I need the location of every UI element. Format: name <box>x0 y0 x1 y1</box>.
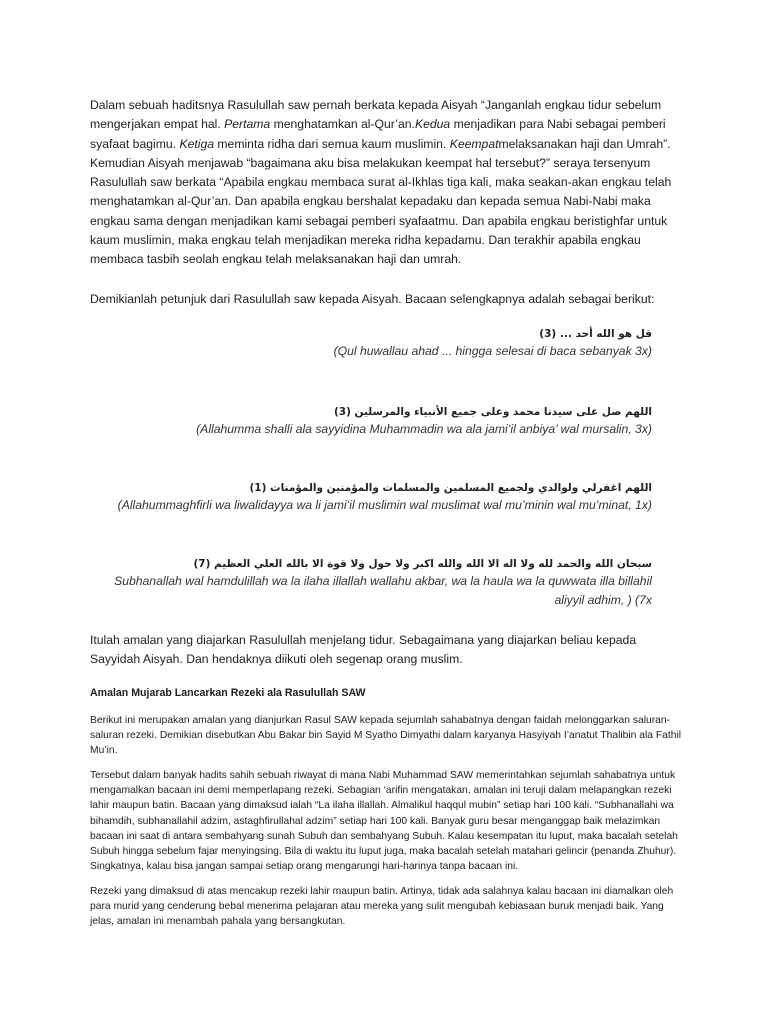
lead-paragraph: Demikianlah petunjuk dari Rasulullah saw kepada Aisyah. Bacaan selengkapnya adalah sebagai berikut: <box>90 292 655 306</box>
arabic-text: اللهم اغفرلي ولوالدي ولجميع المسلمين والمسلمات والمؤمنين والمؤمنات (1) <box>249 482 652 494</box>
arabic-text: اللهم صل على سيدنا محمد وعلى جميع الأنبياء والمرسلين (3) <box>333 406 652 418</box>
intro-text-5: melaksanakan haji dan Umrah”. Kemudian Aisyah menjawab “bagaimana aku bisa melakukan keempat hal tersebut?” seraya tersenyum Rasulullah saw berkata “Apabila engkau membaca surat al-Ikhlas tiga kali, maka seakan-akan engkau telah menghatamkan al-Qur’an. Dan apabila engkau bershalat kepadaku dan kepada semua Nabi-Nabi maka engkau sama dengan menjadikan kami sebagai pemberi syafaatmu. Dan apabila engkau beristighfar untuk kaum muslimin, maka engkau telah menjadikan mereka ridha kepadamu. Dan terakhir apabila engkau membaca tasbih seolah engkau telah melaksanakan haji dan umrah. <box>90 136 672 267</box>
verse-block <box>100 404 652 439</box>
section-heading: Amalan Mujarab Lancarkan Rezeki ala Rasulullah SAW <box>90 687 366 699</box>
intro-kedua: Kedua <box>414 117 451 132</box>
intro-keempat: Keempat <box>449 136 499 151</box>
section-paragraph-1: Berikut ini merupakan amalan yang dianjurkan Rasul SAW kepada sejumlah sahabatnya dengan faidah melonggarkan saluran-saluran rezeki. Demikian disebutkan Abu Bakar bin Sayid M Syatho Dimyathi dalam karyanya Hasyiyah I’anatut Thalibin ala Fathil Mu’in. <box>90 715 682 757</box>
verse-block <box>100 326 652 361</box>
intro-text-1: Dalam sebuah haditsnya Rasulullah saw pernah berkata kepada Aisyah “Janganlah engkau tidur sebelum mengerjakan empat hal. <box>90 98 662 132</box>
verse-block <box>100 480 652 515</box>
transliteration-text: Subhanallah wal hamdulillah wa la ilaha illallah wallahu akbar, wa la haula wa la quwwata illa billahil aliyyil adhim, ) (7x <box>114 574 652 607</box>
intro-text-4: meminta ridha dari semua kaum muslimin. <box>214 136 450 151</box>
closing-paragraph: Itulah amalan yang diajarkan Rasulullah menjelang tidur. Sebagaimana yang diajarkan beliau kepada Sayyidah Aisyah. Dan hendaknya diikuti oleh segenap orang muslim. <box>90 633 637 667</box>
intro-text-3: menjadikan para Nabi sebagai pemberi syafaat bagimu. <box>90 117 666 151</box>
verse-block <box>100 556 652 610</box>
transliteration-text: (Allahummaghfirli wa liwalidayya wa li jami’il muslimin wal muslimat wal mu’minin wal mu’minat, 1x) <box>117 498 652 512</box>
intro-pertama: Pertama <box>224 117 271 132</box>
section-paragraph-2: Tersebut dalam banyak hadits sahih sebuah riwayat di mana Nabi Muhammad SAW memerintahkan sejumlah sahabatnya untuk mengamalkan bacaan ini demi memperlapang rezeki. Sebagian ‘arifin mengatakan, amalan ini teruji dalam melapangkan rezeki lahir maupun batin. Bacaan yang dimaksud ialah “La ilaha illallah. Almalikul haqqul mubin” setiap hari 100 kali. “Subhanallahi wa bihamdih, subhanallahil adzim, astaghfirullahal adzim” setiap hari 100 kali. Banyak guru besar menganggap baik melazimkan bacaan ini saat di antara sembahyang sunah Subuh dan sembahyang Subuh. Kalau kesempatan itu luput, maka bacalah setelah Subuh hingga sebelum fajar menyingsing. Bila di waktu itu luput juga, maka bacalah setelah matahari gelincir (penanda Zhuhur). Singkatnya, kalau bisa jangan sampai setiap orang mengarungi hari-harinya tanpa bacaan ini. <box>90 770 678 873</box>
section-paragraph-3: Rezeki yang dimaksud di atas mencakup rezeki lahir maupun batin. Artinya, tidak ada salahnya kalau bacaan ini diamalkan oleh para murid yang cenderung bebal menerima pelajaran atau mereka yang sulit mengubah kebiasaan buruk menjadi baik. Yang jelas, amalan ini menambah pahala yang bersangkutan. <box>90 886 674 928</box>
intro-text-2: menghatamkan al-Qur’an. <box>270 117 415 132</box>
transliteration-text: (Allahumma shalli ala sayyidina Muhammadin wa ala jami’il anbiya’ wal mursalin, 3x) <box>196 422 652 436</box>
arabic-text: قل هو الله أحد ... (3) <box>539 328 652 340</box>
intro-paragraph <box>90 96 680 270</box>
transliteration-text: (Qul huwallau ahad ... hingga selesai di baca sebanyak 3x) <box>333 344 652 358</box>
arabic-text: سبحان الله والحمد لله ولا اله الا الله والله اكبر ولا حول ولا قوة الا بالله العلي العظيم (7) <box>193 558 652 570</box>
intro-ketiga: Ketiga <box>179 136 214 151</box>
